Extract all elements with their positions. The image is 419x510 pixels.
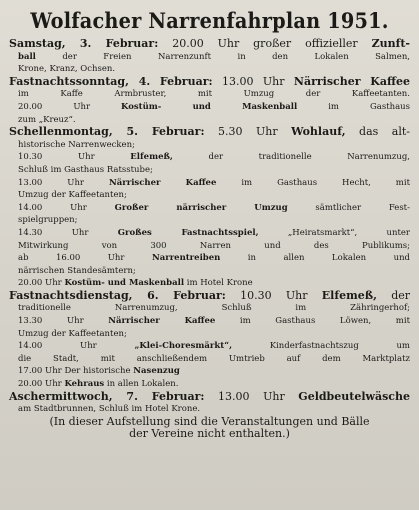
- footnote: [9, 416, 410, 441]
- schedule-entries: [9, 38, 410, 416]
- schedule-line: [9, 101, 410, 114]
- body-text: 17.00 Uhr Der historische: [18, 366, 134, 377]
- schedule-line: [9, 151, 410, 164]
- body-text: 10.30 Uhr: [18, 152, 131, 163]
- schedule-line: [9, 139, 410, 152]
- schedule-entry: [9, 290, 410, 391]
- body-text: am Stadtbrunnen, Schluß im Hotel Krone.: [18, 404, 201, 415]
- highlight-text: Wohlauf,: [291, 125, 346, 139]
- body-text: 13.00 Uhr: [18, 177, 109, 188]
- highlight-text: Närrischer Kaffee: [108, 177, 217, 188]
- highlight-text: Großer närrischer Umzug: [114, 202, 288, 213]
- body-text: der Freien Narrenzunft in den Lokalen Salmen,: [35, 51, 410, 62]
- body-text: Umzug der Kaffeetanten;: [18, 190, 127, 201]
- schedule-line: [9, 189, 410, 202]
- schedule-line: [9, 391, 410, 404]
- schedule-line: [9, 38, 410, 51]
- highlight-text: ball: [18, 51, 36, 62]
- schedule-line: [9, 252, 410, 265]
- schedule-line: [9, 126, 410, 139]
- schedule-entry: [9, 76, 410, 126]
- body-text: närrischen Standesämtern;: [18, 265, 136, 276]
- body-text: in allen Lokalen und: [220, 253, 410, 264]
- schedule-line: [9, 76, 410, 89]
- body-text: zum „Kreuz“.: [18, 114, 76, 125]
- highlight-text: Närrischer Kaffee: [108, 316, 216, 327]
- highlight-text: Geldbeutelwäsche: [298, 389, 410, 403]
- schedule-line: [9, 265, 410, 278]
- body-text: im Hotel Krone: [184, 278, 253, 289]
- body-text: 13.30 Uhr: [18, 316, 109, 327]
- body-text: 14.30 Uhr: [18, 227, 118, 238]
- schedule-entry: [9, 391, 410, 416]
- highlight-text: Großes Fastnachtsspiel,: [117, 227, 259, 238]
- schedule-line: [9, 240, 410, 253]
- schedule-line: [9, 365, 410, 378]
- body-text: 10.30 Uhr: [225, 288, 322, 302]
- schedule-line: [9, 403, 410, 416]
- body-text: im Kaffe Armbruster, mit Umzug der Kaffeetanten.: [18, 89, 410, 100]
- highlight-text: Narrentreiben: [151, 253, 221, 264]
- body-text: 20.00 Uhr: [18, 101, 122, 112]
- highlight-text: Elfemeß,: [130, 152, 173, 163]
- highlight-text: Närrischer Kaffee: [293, 74, 410, 88]
- body-text: in allen Lokalen.: [104, 379, 179, 390]
- highlight-text: Schellenmontag, 5. Februar:: [9, 125, 205, 139]
- schedule-line: [9, 340, 410, 353]
- schedule-line: [9, 328, 410, 341]
- body-text: 20.00 Uhr: [18, 278, 65, 289]
- schedule-entry: [9, 38, 410, 76]
- body-text: „Heiratsmarkt“, unter: [258, 227, 410, 238]
- schedule-line: [9, 315, 410, 328]
- body-text: sämtlicher Fest-: [287, 202, 410, 213]
- schedule-line: [9, 353, 410, 366]
- body-text: Schluß im Gasthaus Ratsstube;: [18, 164, 153, 175]
- body-text: spielgruppen;: [18, 215, 78, 226]
- schedule-line: [9, 51, 410, 64]
- body-text: der: [376, 288, 411, 302]
- schedule-line: [9, 290, 410, 303]
- schedule-line: [9, 214, 410, 227]
- body-text: Mitwirkung von 300 Narren und des Publikums;: [18, 240, 410, 251]
- schedule-line: [9, 302, 410, 315]
- body-text: 20.00 Uhr großer offizieller: [158, 37, 372, 50]
- schedule-line: [9, 88, 410, 101]
- body-text: im Gasthaus: [297, 101, 410, 112]
- highlight-text: Kehraus: [64, 379, 105, 390]
- body-text: historische Narrenwecken;: [18, 139, 135, 150]
- body-text: Krone, Kranz, Ochsen.: [18, 64, 116, 75]
- body-text: ab 16.00 Uhr: [18, 253, 152, 264]
- body-text: 5.30 Uhr: [204, 125, 292, 139]
- highlight-text: Kostüm- und Maskenball: [64, 278, 185, 289]
- body-text: 14.00 Uhr: [18, 341, 135, 352]
- highlight-text: Nasenzug: [133, 366, 180, 377]
- highlight-text: Elfemeß,: [321, 288, 377, 302]
- body-text: die Stadt, mit anschließendem Umtrieb auf dem Marktplatz: [18, 353, 410, 364]
- footnote-line: (In dieser Aufstellung sind die Veranstaltungen und Bälle: [49, 414, 370, 428]
- highlight-text: Zunft-: [371, 37, 410, 50]
- highlight-text: Samstag, 3. Februar:: [9, 37, 159, 50]
- body-text: traditionelle Narrenumzug, Schluß im Zähringerhof;: [18, 303, 410, 314]
- schedule-line: [9, 227, 410, 240]
- highlight-text: Kostüm- und Maskenball: [121, 101, 298, 112]
- highlight-text: Fastnachtssonntag, 4. Februar:: [9, 74, 213, 88]
- body-text: das alt-: [345, 125, 410, 139]
- body-text: 13.00 Uhr: [204, 389, 299, 403]
- schedule-line: [9, 202, 410, 215]
- schedule-line: [9, 177, 410, 190]
- schedule-line: [9, 164, 410, 177]
- body-text: 14.00 Uhr: [18, 202, 115, 213]
- body-text: der traditionelle Narrenumzug,: [172, 152, 410, 163]
- body-text: Umzug der Kaffeetanten;: [18, 328, 127, 339]
- highlight-text: „Klei-Choresmärkt“,: [134, 341, 233, 352]
- body-text: 20.00 Uhr: [18, 379, 65, 390]
- highlight-text: Aschermittwoch, 7. Februar:: [9, 389, 205, 403]
- body-text: im Gasthaus Hecht, mit: [216, 177, 411, 188]
- document-title: Wolfacher Narrenfahrplan 1951.: [30, 8, 389, 33]
- body-text: im Gasthaus Löwen, mit: [215, 316, 410, 327]
- body-text: 13.00 Uhr: [212, 74, 294, 88]
- body-text: Kinderfastnachtszug um: [232, 341, 410, 352]
- schedule-entry: [9, 126, 410, 290]
- highlight-text: Fastnachtsdienstag, 6. Februar:: [9, 288, 226, 302]
- footnote-line: der Vereine nicht enthalten.): [129, 427, 290, 441]
